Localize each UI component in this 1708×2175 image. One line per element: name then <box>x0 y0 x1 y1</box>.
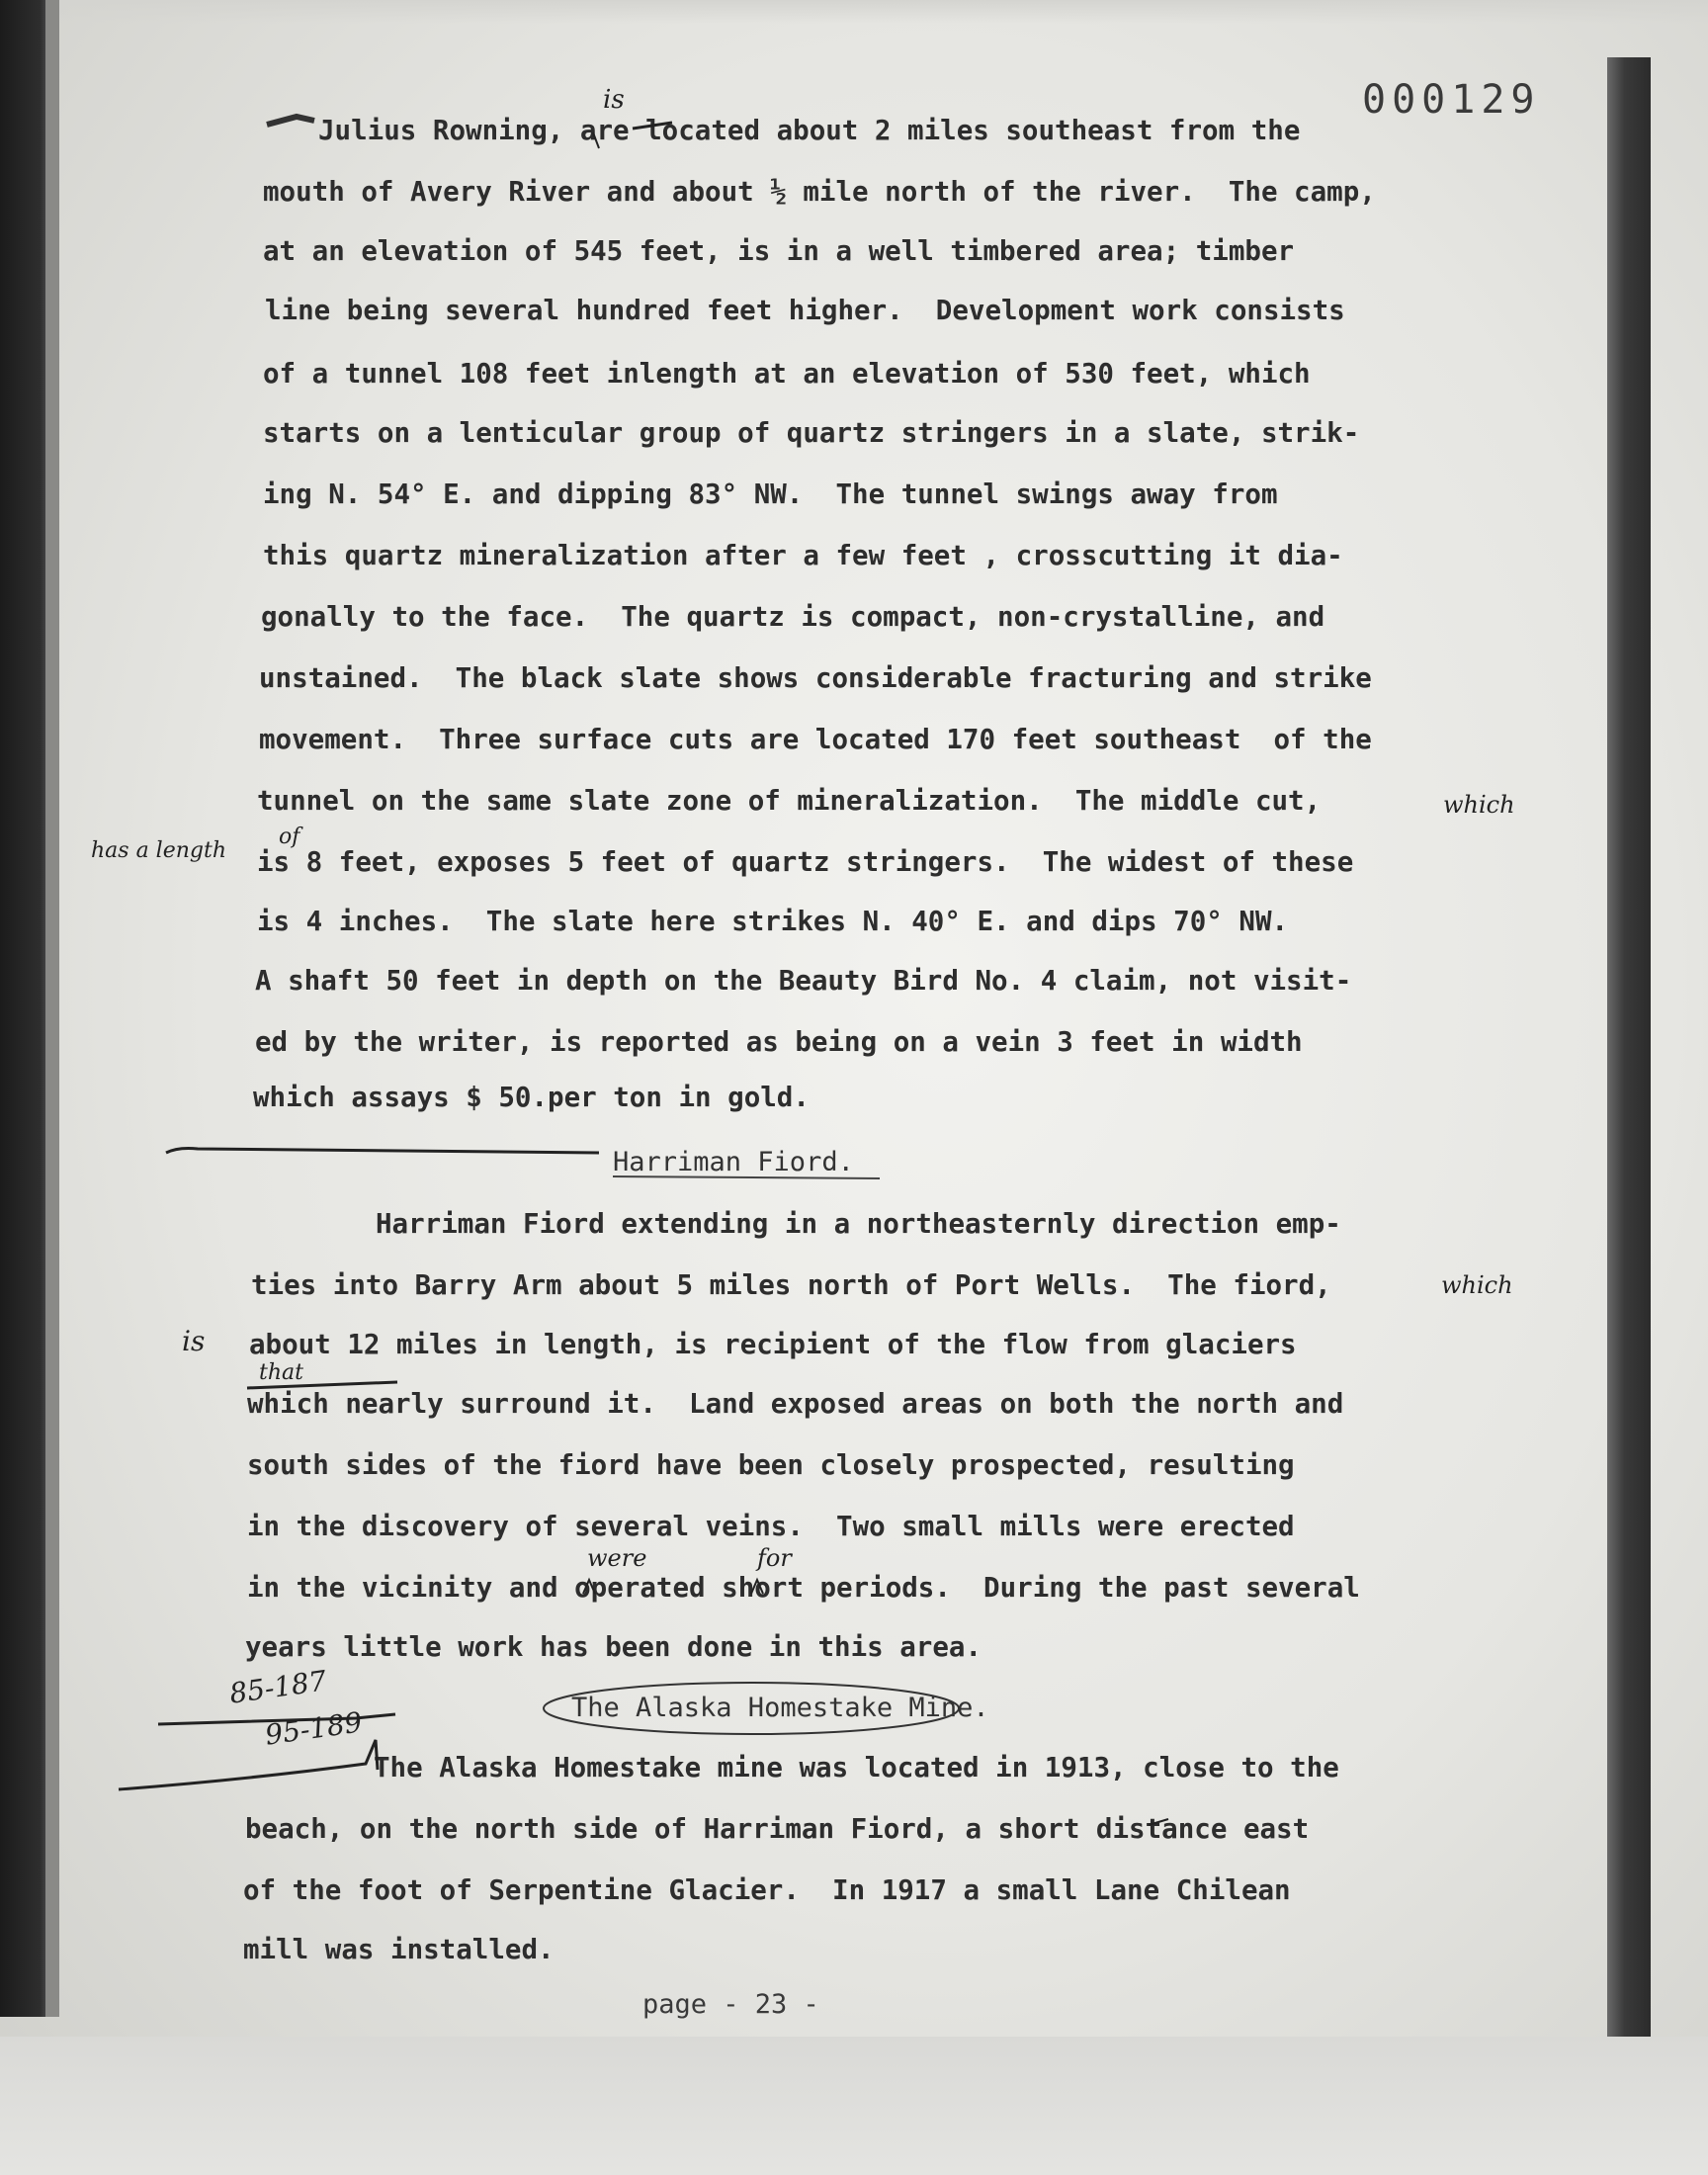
text-line: at an elevation of 545 feet, is in a well timbered area; timber <box>263 235 1295 267</box>
pen-caret-is <box>593 132 599 148</box>
text-line: ed by the writer, is reported as being on a vein 3 feet in width <box>255 1026 1303 1058</box>
pen-line-ref-2 <box>119 1740 378 1789</box>
handwritten-insert-which: which <box>1443 791 1515 819</box>
handwritten-margin-has-a-length: has a length <box>91 838 226 863</box>
document-id-stamp: 000129 <box>1362 77 1541 123</box>
text-line: unstained. The black slate shows considerable fracturing and strike <box>259 662 1372 694</box>
handwritten-insert-were: were <box>587 1544 647 1572</box>
text-line: about 12 miles in length, is recipient of the flow from glaciers <box>249 1329 1297 1360</box>
text-line: A shaft 50 feet in depth on the Beauty Bird No. 4 claim, not visit- <box>255 965 1352 997</box>
pen-oval-homestake <box>544 1683 959 1734</box>
pen-caret-were <box>583 1580 595 1594</box>
text-line: Julius Rowning, are located about 2 miles southeast from the <box>318 115 1301 146</box>
handwritten-margin-is: is <box>182 1325 206 1357</box>
text-line: this quartz mineralization after a few feet , crosscutting it dia- <box>263 540 1343 571</box>
text-line: in the vicinity and operated short periods. During the past several <box>247 1572 1360 1604</box>
text-line: mill was installed. <box>243 1934 555 1965</box>
pen-strike-are <box>633 123 672 129</box>
pen-caret-for <box>751 1580 763 1594</box>
text-line: in the discovery of several veins. Two small mills were erected <box>247 1511 1295 1542</box>
text-line: tunnel on the same slate zone of mineralization. The middle cut, <box>257 785 1322 817</box>
text-line: of the foot of Serpentine Glacier. In 1917 a small Lane Chilean <box>243 1874 1291 1906</box>
text-line: years little work has been done in this area. <box>245 1631 982 1663</box>
pen-mark-short <box>1149 1819 1168 1825</box>
pen-line-ref-1 <box>158 1714 395 1724</box>
text-line: starts on a lenticular group of quartz stringers in a slate, strik- <box>263 417 1360 449</box>
pen-line-harriman <box>166 1149 599 1154</box>
text-line: ties into Barry Arm about 5 miles north of Port Wells. The fiord, <box>251 1269 1331 1301</box>
handwritten-page-ref-1: 85-187 <box>227 1664 329 1710</box>
text-line: south sides of the fiord have been closely prospected, resulting <box>247 1449 1295 1481</box>
text-line: gonally to the face. The quartz is compact, non-crystalline, and <box>261 601 1325 633</box>
text-line: movement. Three surface cuts are located 170 feet southeast of the <box>259 724 1372 755</box>
text-line: which assays $ 50.per ton in gold. <box>253 1082 810 1113</box>
heading-alaska-homestake: The Alaska Homestake Mine. <box>571 1693 989 1723</box>
text-line: which nearly surround it. Land exposed areas on both the north and <box>247 1388 1344 1420</box>
handwritten-insert-that: that <box>259 1360 303 1385</box>
text-line: ing N. 54° E. and dipping 83° NW. The tunnel swings away from <box>263 478 1278 510</box>
text-line: The Alaska Homestake mine was located in 1913, close to the <box>374 1752 1339 1784</box>
pen-underline-harriman <box>613 1176 880 1178</box>
handwritten-insert-is: is <box>603 85 625 115</box>
text-line: beach, on the north side of Harriman Fiord, a short distance east <box>245 1813 1310 1845</box>
handwritten-insert-which-2: which <box>1441 1271 1513 1299</box>
pen-strike-which <box>247 1382 397 1388</box>
text-line: of a tunnel 108 feet inlength at an elevation of 530 feet, which <box>263 358 1311 390</box>
text-line: is 4 inches. The slate here strikes N. 40° E. and dips 70° NW. <box>257 906 1289 937</box>
text-line: mouth of Avery River and about ½ mile north of the river. The camp, <box>263 176 1376 208</box>
handwritten-insert-for: for <box>757 1544 792 1572</box>
text-line: line being several hundred feet higher. Development work consists <box>265 295 1345 326</box>
pen-scribble-start <box>267 117 314 125</box>
handwritten-page-ref-2: 95-189 <box>263 1705 365 1752</box>
text-line: Harriman Fiord extending in a northeasternly direction emp- <box>376 1208 1341 1240</box>
page-number: page - 23 - <box>642 1989 819 2020</box>
handwritten-insert-of: of <box>279 825 300 849</box>
text-line: is 8 feet, exposes 5 feet of quartz stringers. The widest of these <box>257 846 1354 878</box>
heading-harriman-fiord: Harriman Fiord. <box>613 1147 854 1177</box>
